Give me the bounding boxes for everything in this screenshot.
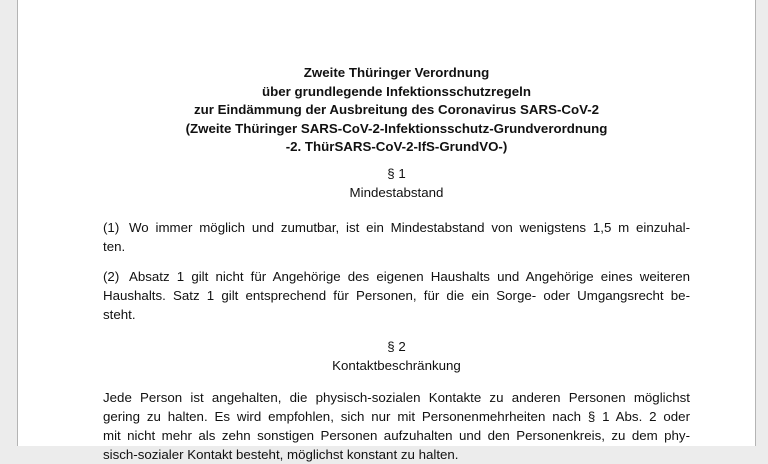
section-2-number: § 2 [387, 339, 406, 354]
document-title [103, 64, 690, 157]
paragraph-line: Haushalts. Satz 1 gilt entsprechend für Personen, für die ein Sorge- oder Umgangsrecht be- [103, 288, 690, 303]
paragraph-line: mit nicht mehr als zehn sonstigen Personen aufzuhalten und den Personenkreis, zu dem phy- [103, 428, 690, 443]
paragraph-text: Wo immer möglich und zumutbar, ist ein Mindestabstand von wenigstens 1,5 m einzuhal- [129, 220, 690, 235]
section-1-number: § 1 [387, 166, 406, 181]
paragraph-line [103, 218, 690, 237]
paragraph-line [103, 267, 690, 286]
title-line-4: (Zweite Thüringer SARS-CoV-2-Infektionsschutz-Grundverordnung [185, 120, 608, 136]
paragraph-number: (1) [103, 220, 120, 235]
title-line-3: zur Eindämmung der Ausbreitung des Coronavirus SARS-CoV-2 [193, 102, 600, 117]
title-line-1: Zweite Thüringer Verordnung [303, 65, 490, 80]
section-1-heading: Mindestabstand [349, 185, 444, 200]
title-line-2: über grundlegende Infektionsschutzregeln [262, 83, 531, 99]
section-1-paragraph-2 [103, 267, 690, 324]
paragraph-line: ten. [103, 239, 126, 254]
paragraph-line: sisch-sozialer Kontakt besteht, möglichst konstant zu halten. [103, 447, 459, 462]
title-line-5: -2. ThürSARS-CoV-2-IfS-GrundVO-) [285, 139, 508, 154]
paragraph-line: steht. [103, 307, 136, 322]
paragraph-line: gering zu halten. Es wird empfohlen, sich nur mit Personenmehrheiten nach § 1 Abs. 2 oder [103, 409, 690, 424]
section-1-header [103, 164, 690, 202]
section-1-paragraph-1 [103, 218, 690, 256]
document-page [17, 0, 756, 462]
paragraph-text: Absatz 1 gilt nicht für Angehörige des eigenen Haushalts und Angehörige eines weiteren [129, 269, 690, 284]
section-2-heading: Kontaktbeschränkung [332, 358, 461, 373]
paragraph-number: (2) [103, 269, 120, 284]
section-2-header [103, 337, 690, 375]
paragraph-line: Jede Person ist angehalten, die physisch-sozialen Kontakte zu anderen Personen möglichst [103, 390, 690, 405]
section-2-paragraph [103, 388, 690, 464]
